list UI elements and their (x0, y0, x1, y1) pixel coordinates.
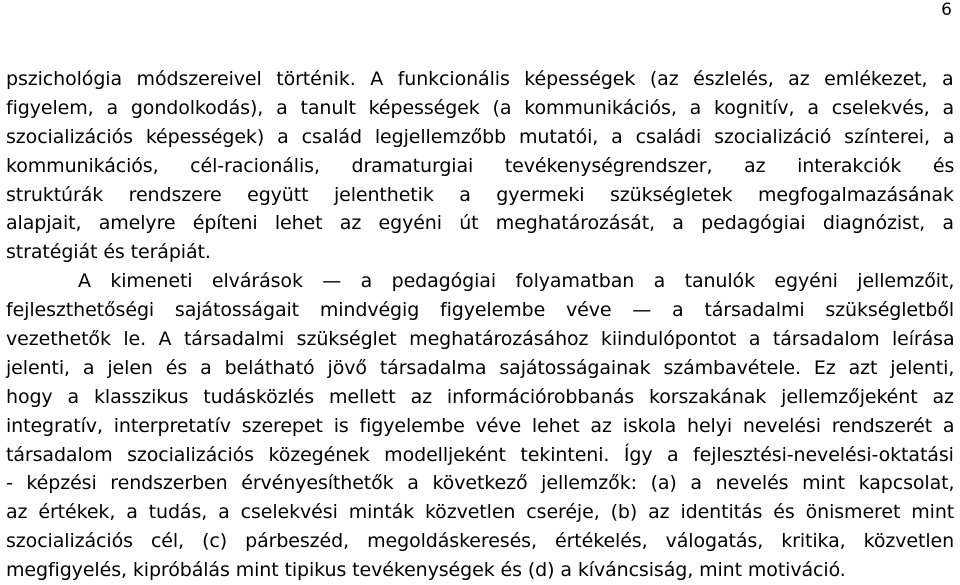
text-line: A kimeneti elvárások — a pedagógiai folyamatban a tanulók egyéni jellemzőit, (78, 270, 955, 293)
text-line: figyelem, a gondolkodás), a tanult képességek (a kommunikációs, a kognitív, a cselekvés, a (6, 96, 955, 119)
text-line: hogy a klasszikus tudásközlés mellett az információrobbanás korszakának jellemzőjeként az (6, 385, 954, 408)
document-body (6, 65, 954, 585)
text-line: kommunikációs, cél-racionális, dramaturgiai tevékenységrendszer, az interakciók és (6, 154, 955, 177)
text-line: szocializációs cél, (c) párbeszéd, megoldáskeresés, értékelés, válogatás, kritika, közvetlen (6, 530, 955, 553)
text-line: pszichológia módszereivel történik. A funkcionális képességek (az észlelés, az emlékezet, a (6, 68, 954, 90)
text-line: társadalom szocializációs közegének modelljeként tekinteni. Így a fejlesztési-nevelési-oktatási (6, 443, 954, 466)
text-line: struktúrák rendszere együtt jelenthetik a gyermeki szükségletek megfogalmazásának (6, 183, 954, 206)
text-line: vezethetők le. A társadalmi szükséglet meghatározásához kiindulópontot a társadalom leírása (6, 328, 955, 351)
text-line: integratív, interpretatív szerepet is figyelembe véve lehet az iskola helyi nevelési rendszerét a (6, 414, 955, 437)
text-line: az értékek, a tudás, a cselekvési minták közvetlen cseréje, (b) az identitás és önismeret mint (6, 501, 955, 524)
text-line: stratégiát és terápiát. (6, 241, 211, 264)
text-line: - képzési rendszerben érvényesíthetők a következő jellemzők: (a) a nevelés mint kapcsolat, (6, 472, 955, 495)
text-line: szocializációs képességek) a család legjellemzőbb mutatói, a családi szocializáció színterei, a (6, 125, 955, 148)
page-number: 6 (941, 0, 952, 20)
text-line: jelenti, a jelen és a belátható jövő társadalma sajátosságainak számbavétele. Ez azt jelenti, (6, 356, 955, 379)
text-line: alapjait, amelyre építeni lehet az egyéni út meghatározását, a pedagógiai diagnózist, a (6, 212, 954, 235)
text-line: megfigyelés, kipróbálás mint tipikus tevékenységek és (d) a kíváncsiság, mint motiváció. (6, 559, 846, 582)
text-line: fejleszthetőségi sajátosságait mindvégig figyelembe véve — a társadalmi szükségletből (6, 299, 955, 322)
